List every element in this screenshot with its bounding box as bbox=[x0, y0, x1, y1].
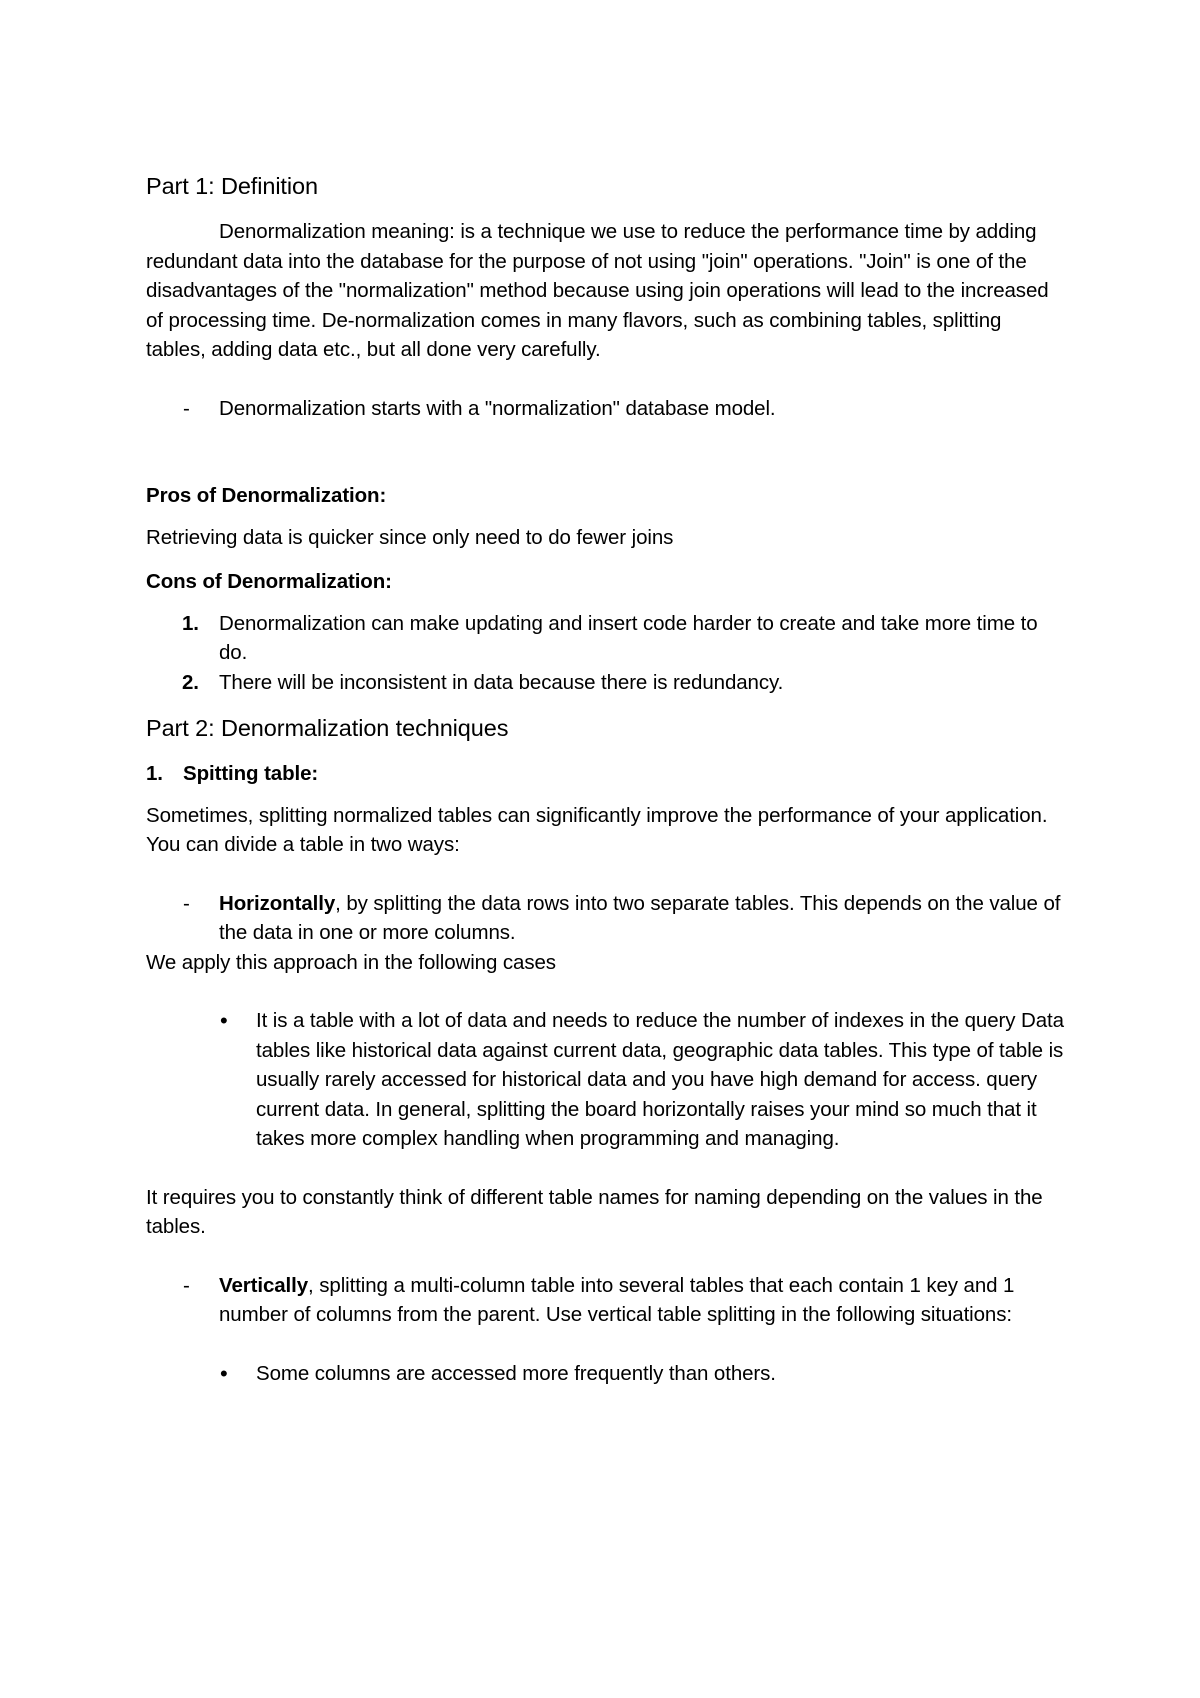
cons-item-2 bbox=[146, 668, 1066, 698]
list-number: 1. bbox=[146, 762, 163, 785]
vertical-list-item bbox=[146, 1271, 1066, 1330]
bullet-marker: • bbox=[220, 1360, 228, 1386]
apply-text: We apply this approach in the following cases bbox=[146, 950, 556, 974]
intro-paragraph: Sometimes, splitting normalized tables can significantly improve the performance of your application. You can divide a table in two ways: bbox=[146, 803, 1048, 856]
list-number: 1. bbox=[182, 611, 199, 635]
horizontal-text: , by splitting the data rows into two separate tables. This depends on the value of the data in one or more columns. bbox=[219, 891, 1061, 944]
horizontal-label: Horizontally bbox=[219, 891, 336, 915]
cons-item-1 bbox=[146, 609, 1066, 668]
horizontal-bullet-item bbox=[146, 1006, 1066, 1154]
definition-paragraph: Denormalization meaning: is a technique we use to reduce the performance time by adding redundant data into the database for the purpose of not using "join" operations. "Join" is one of the disadvantages of the "normalization" method because using join operations will lead to the increased of processing time. De-normalization comes in many flavors, such as combining tables, splitting tables, adding data etc., but all done very carefully. bbox=[146, 220, 1049, 361]
cons-heading: Cons of Denormalization: bbox=[146, 570, 392, 593]
horizontal-bullet-text: It is a table with a lot of data and needs to reduce the number of indexes in the query Data tables like historical data against current data, geographic data tables. This type of table is usually rarely accessed for historical data and you have high demand for access. query current data. In general, splitting the board horizontally raises your mind so much that it takes more complex handling when programming and managing. bbox=[256, 1009, 1064, 1150]
vertical-label: Vertically bbox=[219, 1273, 309, 1297]
document-content bbox=[146, 170, 1066, 1388]
technique-1-title bbox=[146, 759, 1066, 789]
vertical-bullet-item bbox=[146, 1359, 1066, 1389]
cons-item-text: There will be inconsistent in data because there is redundancy. bbox=[219, 670, 784, 694]
dash-marker: - bbox=[183, 891, 190, 915]
dash-marker: - bbox=[183, 396, 190, 420]
bullet-marker: • bbox=[220, 1008, 228, 1033]
note-list-item bbox=[146, 394, 1066, 424]
horizontal-list-item bbox=[146, 889, 1066, 948]
list-number: 2. bbox=[182, 670, 199, 694]
part2-heading: Part 2: Denormalization techniques bbox=[146, 715, 509, 741]
vertical-text: , splitting a multi-column table into several tables that each contain 1 key and 1 number of columns from the parent. Use vertical table splitting in the following situations: bbox=[219, 1273, 1015, 1326]
technique-1-label: Spitting table: bbox=[183, 762, 319, 785]
dash-marker: - bbox=[183, 1273, 190, 1297]
requires-paragraph: It requires you to constantly think of different table names for naming depending on the values in the tables. bbox=[146, 1185, 1043, 1238]
part1-heading: Part 1: Definition bbox=[146, 173, 318, 199]
note-text: Denormalization starts with a "normalization" database model. bbox=[219, 396, 776, 420]
cons-item-text: Denormalization can make updating and insert code harder to create and take more time to do. bbox=[219, 611, 1038, 664]
vertical-bullet-text: Some columns are accessed more frequently than others. bbox=[256, 1361, 776, 1385]
pros-text: Retrieving data is quicker since only need to do fewer joins bbox=[146, 525, 674, 549]
pros-heading: Pros of Denormalization: bbox=[146, 484, 387, 507]
